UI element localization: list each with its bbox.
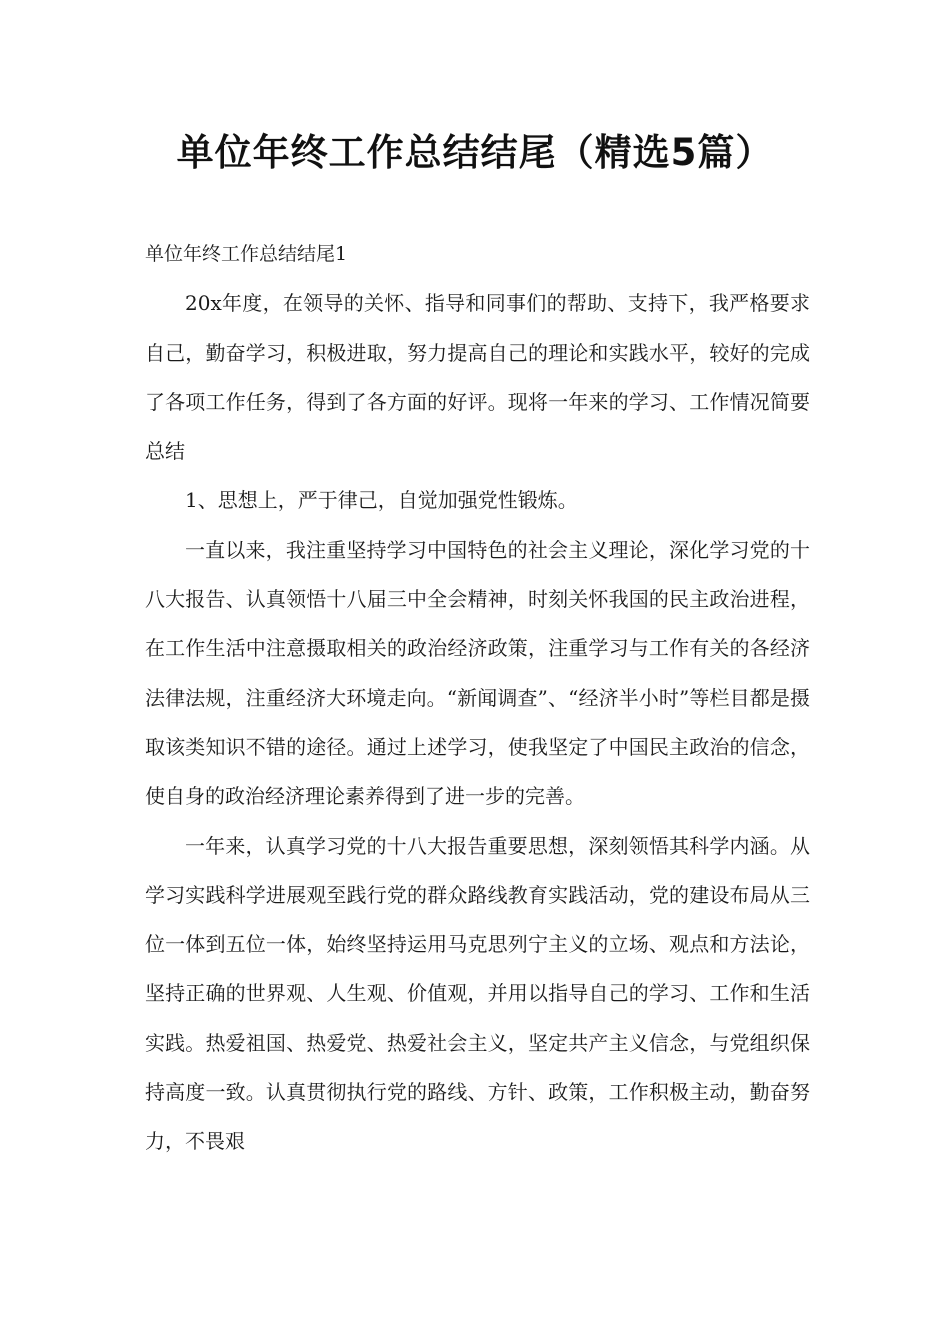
paragraph-intro: 20x年度，在领导的关怀、指导和同事们的帮助、支持下，我严格要求自己，勤奋学习，积极进取，努力提高自己的理论和实践水平，较好的完成了各项工作任务，得到了各方面的好评。现将一年来的学习、工作情况简要总结 <box>145 291 810 464</box>
paragraph-year-review: 一年来，认真学习党的十八大报告重要思想，深刻领悟其科学内涵。从学习实践科学进展观至践行党的群众路线教育实践活动，党的建设布局从三位一体到五位一体，始终坚持运用马克思列宁主义的立场、观点和方法论，坚持正确的世界观、人生观、价值观，并用以指导自己的学习、工作和生活实践。热爱祖国、热爱党、热爱社会主义，坚定共产主义信念，与党组织保持高度一致。认真贯彻执行党的路线、方针、政策，工作积极主动，勤奋努力，不畏艰 <box>145 833 810 1154</box>
document-title: 单位年终工作总结结尾（精选5篇） <box>176 131 774 174</box>
section-heading: 单位年终工作总结结尾1 <box>145 243 348 265</box>
document-body <box>145 230 810 1167</box>
paragraph-study-theory: 一直以来，我注重坚持学习中国特色的社会主义理论，深化学习党的十八大报告、认真领悟十八届三中全会精神，时刻关怀我国的民主政治进程，在工作生活中注意摄取相关的政治经济政策，注重学习与工作有关的各经济法律法规，注重经济大环境走向。“新闻调查”、“经济半小时”等栏目都是摄取该类知识不错的途径。通过上述学习，使我坚定了中国民主政治的信念，使自身的政治经济理论素养得到了进一步的完善。 <box>145 537 810 809</box>
paragraph-point-1: 1、思想上，严于律己，自觉加强党性锻炼。 <box>185 488 578 513</box>
